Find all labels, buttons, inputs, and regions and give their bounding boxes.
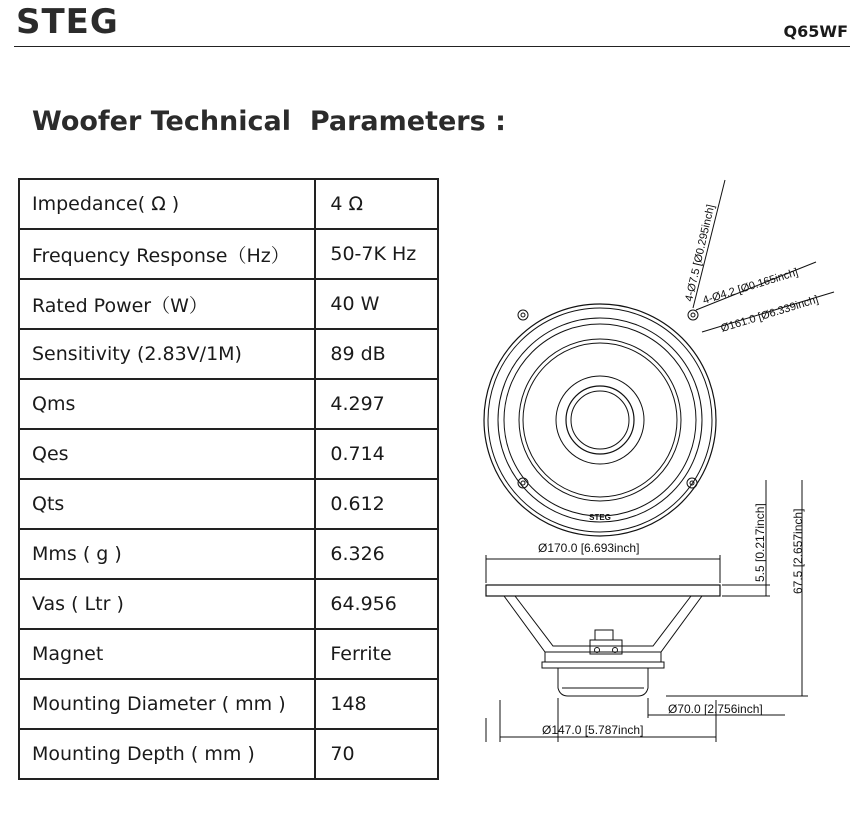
- model-number: Q65WF: [783, 22, 848, 41]
- param-label: Qes: [19, 429, 315, 479]
- param-value: 4.297: [315, 379, 438, 429]
- param-value: 148: [315, 679, 438, 729]
- dim-outer-diameter: Ø170.0 [6.693inch]: [538, 541, 640, 555]
- table-row: [19, 279, 438, 329]
- param-label: Magnet: [19, 629, 315, 679]
- param-label: Mounting Depth ( mm ): [19, 729, 315, 779]
- table-row: [19, 629, 438, 679]
- param-value: 70: [315, 729, 438, 779]
- param-label: Frequency Response（Hz）: [19, 229, 315, 279]
- param-label: Sensitivity (2.83V/1M): [19, 329, 315, 379]
- param-label: Mounting Diameter ( mm ): [19, 679, 315, 729]
- param-value: 50-7K Hz: [315, 229, 438, 279]
- param-label: Qms: [19, 379, 315, 429]
- dim-hole-large: 4-Ø7.5 [Ø0.295inch]: [683, 203, 718, 303]
- param-label: Qts: [19, 479, 315, 529]
- page-title: Woofer Technical Parameters :: [32, 106, 506, 137]
- table-row: [19, 529, 438, 579]
- param-value: 0.714: [315, 429, 438, 479]
- table-row: [19, 179, 438, 229]
- table-row: [19, 679, 438, 729]
- table-row: [19, 379, 438, 429]
- header-divider: [14, 46, 850, 47]
- mounting-hole-icon: [518, 310, 528, 320]
- table-row: [19, 579, 438, 629]
- param-value: 6.326: [315, 529, 438, 579]
- dim-total-depth: 67.5 [2.657inch]: [791, 508, 805, 594]
- dim-flange-height: 5.5 [0.217inch]: [753, 503, 767, 582]
- table-row: [19, 229, 438, 279]
- brand-logo: STEG: [16, 2, 119, 42]
- dim-bolt-circle: Ø161.0 [Ø6.339inch]: [719, 293, 820, 335]
- param-value: 40 W: [315, 279, 438, 329]
- front-logo: STEG: [589, 513, 611, 522]
- param-value: 4 Ω: [315, 179, 438, 229]
- dim-magnet-diameter: Ø70.0 [2.756inch]: [668, 702, 763, 716]
- param-label: Mms ( g ): [19, 529, 315, 579]
- table-row: [19, 329, 438, 379]
- speaker-front-view: [484, 180, 834, 536]
- param-label: Rated Power（W）: [19, 279, 315, 329]
- param-value: 0.612: [315, 479, 438, 529]
- table-row: [19, 429, 438, 479]
- param-label: Impedance( Ω ): [19, 179, 315, 229]
- param-label: Vas ( Ltr ): [19, 579, 315, 629]
- dim-cutout-diameter: Ø147.0 [5.787inch]: [542, 723, 644, 737]
- param-value: 89 dB: [315, 329, 438, 379]
- table-row: [19, 729, 438, 779]
- dim-hole-small: 4-Ø4.2 [Ø0.165inch]: [701, 266, 800, 307]
- speaker-technical-drawing: [470, 170, 855, 750]
- param-value: Ferrite: [315, 629, 438, 679]
- param-value: 64.956: [315, 579, 438, 629]
- table-row: [19, 479, 438, 529]
- mounting-hole-icon: [688, 310, 698, 320]
- parameters-table: [18, 178, 439, 780]
